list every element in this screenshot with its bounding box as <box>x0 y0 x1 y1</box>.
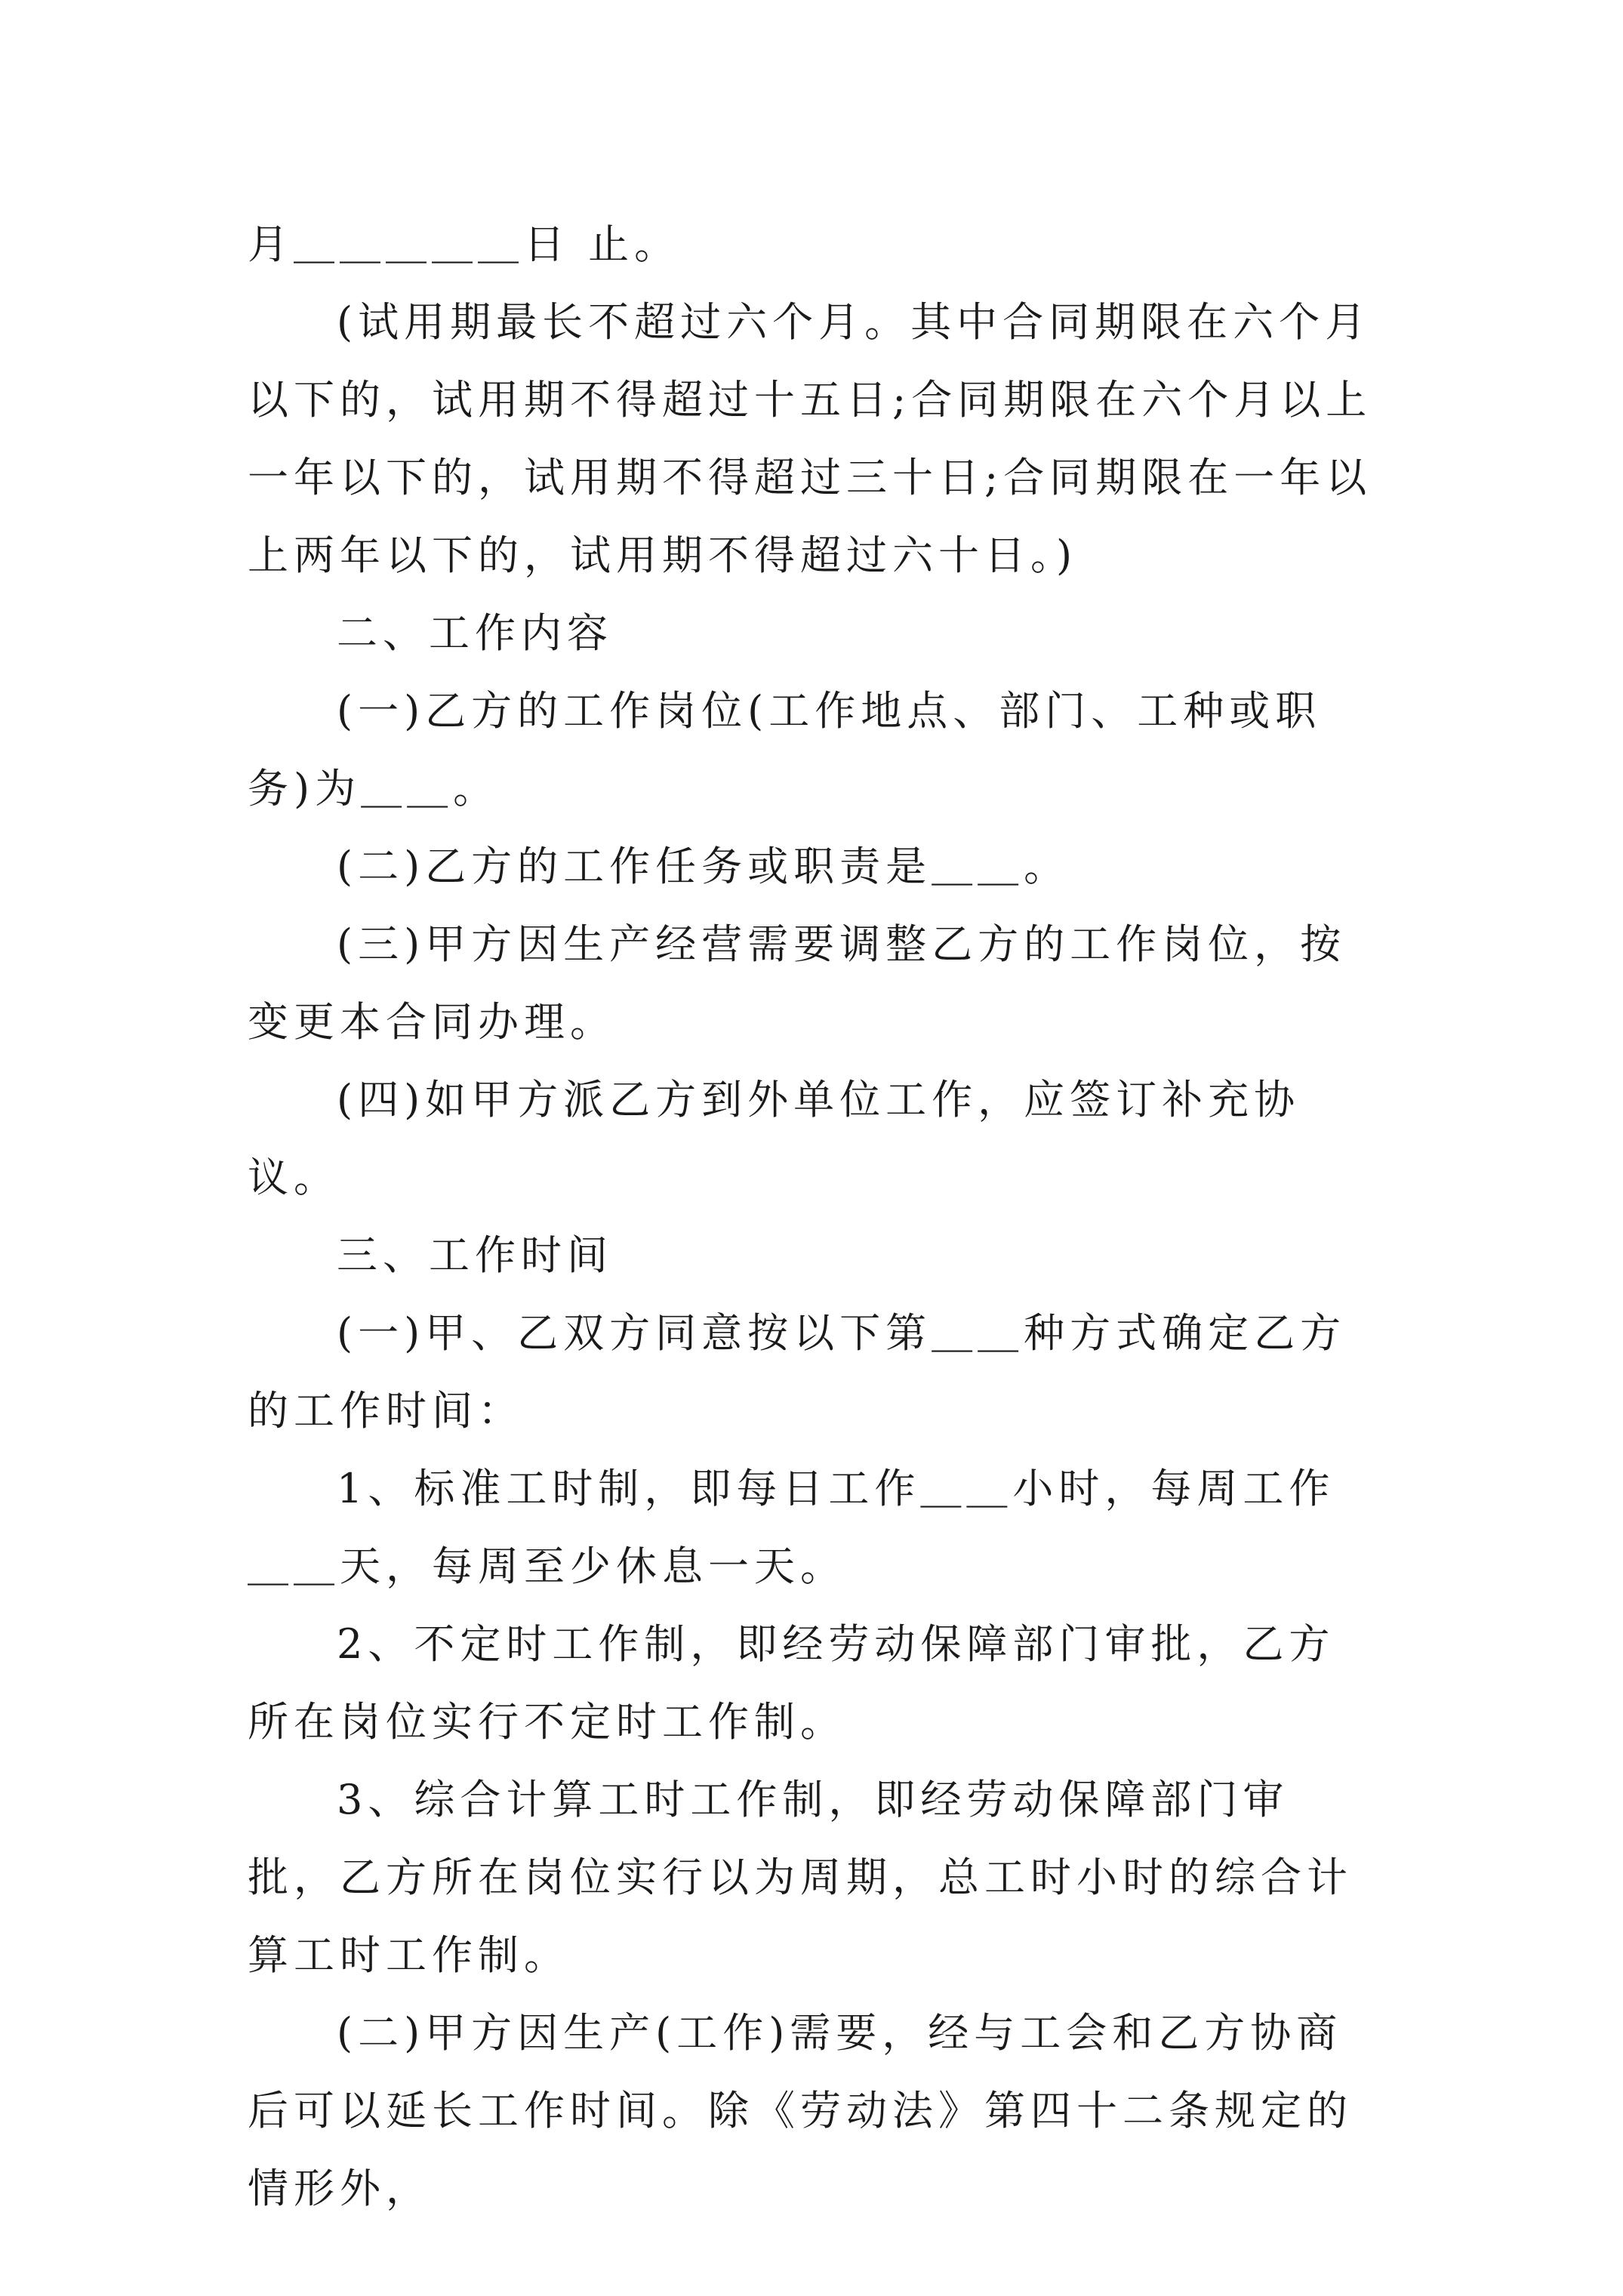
section-heading-work-time: 三、工作时间 <box>337 1231 613 1279</box>
paragraph-standard-hours: 1、标准工时制，即每日工作＿＿小时，每周工作＿＿天，每周至少休息一天。 <box>248 1465 1335 1590</box>
paragraph-work-position: (一)乙方的工作岗位(工作地点、部门、工种或职务)为＿＿。 <box>248 687 1322 812</box>
paragraph-overtime: (二)甲方因生产(工作)需要，经与工会和乙方协商后可以延长工作时间。除《劳动法》第四十二条规定的情形外， <box>248 2009 1353 2212</box>
paragraph-work-duties: (二)乙方的工作任务或职责是＿＿。 <box>337 843 1070 890</box>
paragraph-external-assignment: (四)如甲方派乙方到外单位工作，应签订补充协议。 <box>248 1076 1301 1201</box>
paragraph-probation-end-date: 月＿＿＿＿＿日 止。 <box>248 220 681 268</box>
paragraph-work-time-method: (一)甲、乙双方同意按以下第＿＿种方式确定乙方的工作时间： <box>248 1309 1347 1435</box>
contract-body-text <box>248 205 1380 2227</box>
paragraph-flexible-hours: 2、不定时工作制，即经劳动保障部门审批，乙方所在岗位实行不定时工作制。 <box>248 1620 1335 1746</box>
section-heading-work-content: 二、工作内容 <box>337 609 613 657</box>
paragraph-probation-rules: (试用期最长不超过六个月。其中合同期限在六个月以下的，试用期不得超过十五日;合同期限在六个月以上一年以下的，试用期不得超过三十日;合同期限在一年以上两年以下的，试用期不得超过六十日。) <box>248 298 1372 579</box>
paragraph-position-adjustment: (三)甲方因生产经营需要调整乙方的工作岗位，按变更本合同办理。 <box>248 920 1347 1046</box>
paragraph-comprehensive-hours: 3、综合计算工时工作制，即经劳动保障部门审批，乙方所在岗位实行以为周期，总工时小时的综合计算工时工作制。 <box>248 1776 1353 1979</box>
